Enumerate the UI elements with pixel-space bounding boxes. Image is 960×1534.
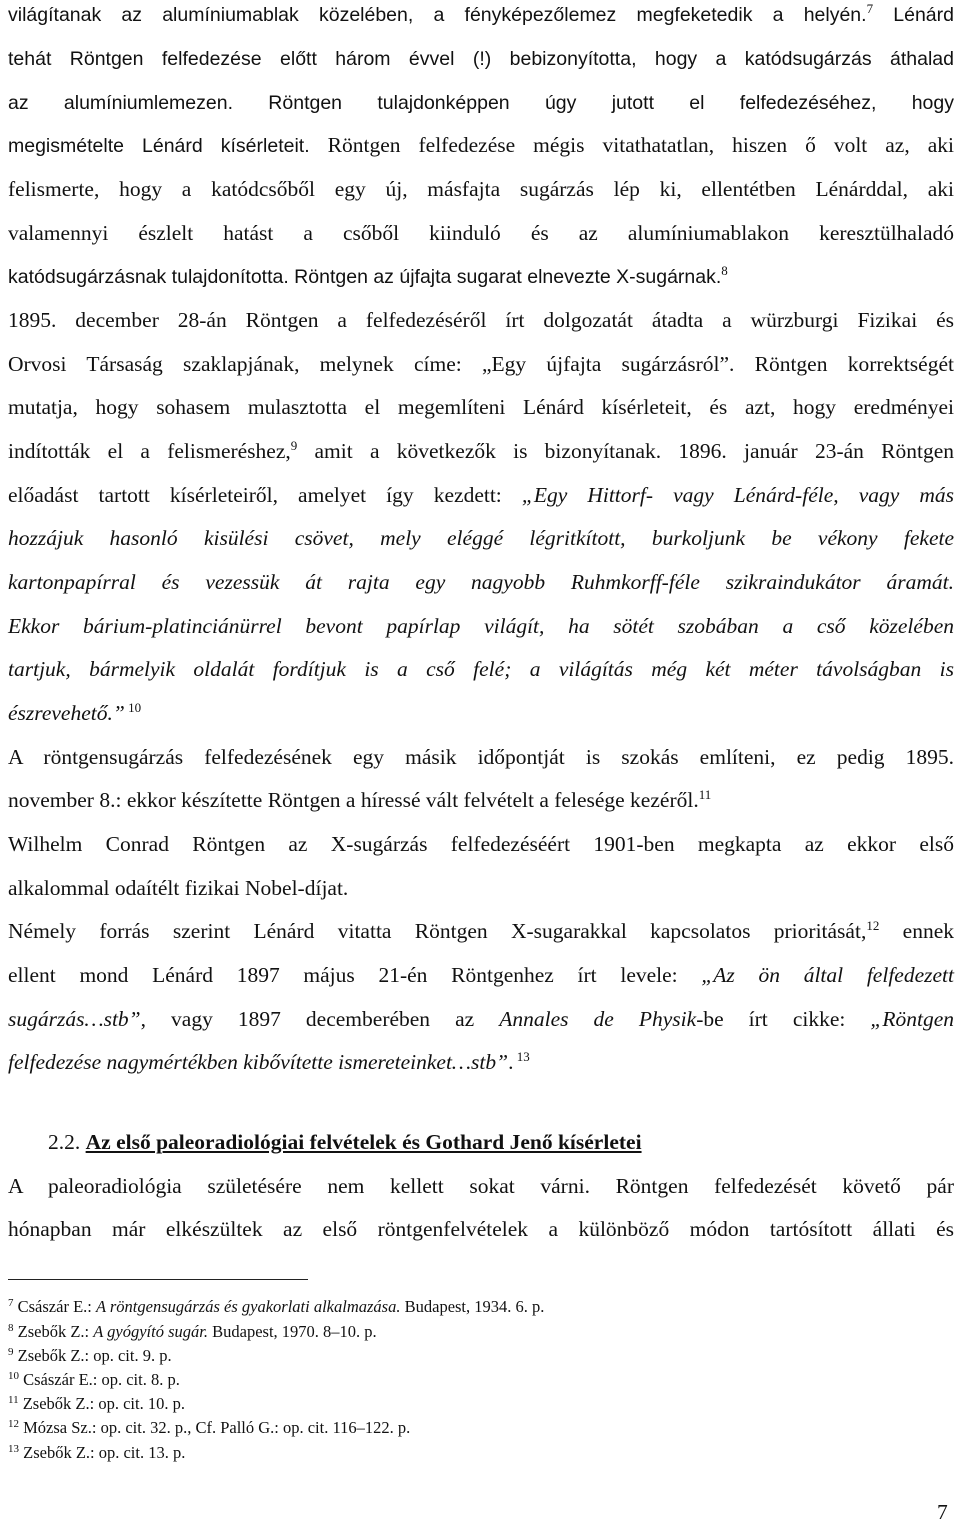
footnote: $^{12}$ Mózsa Sz.: op. cit. 32. p., Cf. Palló G.: op. cit. 116–122. p. [8, 1417, 411, 1437]
text-line: az alumíniumlemezen. Röntgen tulajdonképpen úgy jutott el felfedezéséhez, hogy [8, 92, 954, 114]
section-heading: 2.2. Az első paleoradiológiai felvételek és Gothard Jenő kísérletei [48, 1130, 642, 1154]
text-line: 1895. december 28-án Röntgen a felfedezéséről írt dolgozatát átadta a würzburgi Fizikai és [8, 308, 954, 332]
text-line: tartjuk, bármelyik oldalát fordítjuk is a cső felé; a világítás még két méter távolságban is [8, 657, 954, 681]
footnote: $^9$ Zsebők Z.: op. cit. 9. p. [8, 1345, 172, 1365]
text-line: hónapban már elkészültek az első röntgenfelvételek a különböző módon tartósított állati és [8, 1217, 954, 1241]
text-line: felismerte, hogy a katódcsőből egy új, másfajta sugárzás lép ki, ellentétben Lénárddal, aki [8, 177, 954, 201]
text-line: november 8.: ekkor készítette Röntgen a híressé vált felvételt a felesége kezéről.$^{11}$ [8, 787, 712, 812]
footnote-divider [8, 1279, 308, 1280]
text-line: valamennyi észlelt hatást a csőből kiinduló és az alumíniumablakon keresztülhaladó [8, 221, 954, 245]
text-line: felfedezése nagymértékben kibővítette ismereteinket…stb”. $^{13}$ [8, 1049, 530, 1074]
text-line: Orvosi Társaság szaklapjának, melynek címe: „Egy újfajta sugárzásról”. Röntgen korrektségét [8, 352, 954, 376]
text-line: kartonpapírral és vezessük át rajta egy nagyobb Ruhmkorff-féle szikraindukátor áramát. [8, 570, 954, 594]
footnote: $^{10}$ Császár E.: op. cit. 8. p. [8, 1369, 180, 1389]
text-line: katódsugárzásnak tulajdonította. Röntgen az újfajta sugarat elnevezte X-sugárnak.$^8$ [8, 263, 728, 288]
text-line: világítanak az alumíniumablak közelében, a fényképezőlemez megfeketedik a helyén.$^7$ Lénárd [8, 1, 954, 26]
footnote: $^7$ Császár E.: A röntgensugárzás és gyakorlati alkalmazása. Budapest, 1934. 6. p. [8, 1296, 545, 1316]
text-line: tehát Röntgen felfedezése előtt három évvel (!) bebizonyította, hogy a katódsugárzás áthalad [8, 48, 954, 70]
text-line: észrevehető.” $^{10}$ [8, 700, 142, 725]
text-line: mutatja, hogy sohasem mulasztotta el megemlíteni Lénárd kísérleteit, és azt, hogy eredményei [8, 395, 954, 419]
footnote: $^{13}$ Zsebők Z.: op. cit. 13. p. [8, 1442, 186, 1462]
text-line: sugárzás…stb”, vagy 1897 decemberében az Annales de Physik-be írt cikke: „Röntgen [8, 1007, 955, 1031]
footnote: $^8$ Zsebők Z.: A gyógyító sugár. Budapest, 1970. 8–10. p. [8, 1321, 377, 1341]
text-line: Wilhelm Conrad Röntgen az X-sugárzás felfedezéséért 1901-ben megkapta az ekkor első [8, 832, 954, 856]
text-line: Némely forrás szerint Lénárd vitatta Röntgen X-sugarakkal kapcsolatos prioritását,$^{12}$ ennek [8, 918, 954, 943]
footnote: $^{11}$ Zsebők Z.: op. cit. 10. p. [8, 1393, 185, 1413]
text-line: indították el a felismeréshez,$^9$ amit a következők is bizonyítanak. 1896. január 23-án Röntgen [8, 438, 954, 463]
text-line: Ekkor bárium-platinciánürrel bevont papírlap világít, ha sötét szobában a cső közelében [8, 614, 954, 638]
page-number: 7 [937, 1500, 948, 1524]
text-line: előadást tartott kísérleteiről, amelyet így kezdett: „Egy Hittorf- vagy Lénárd-féle, vagy más [8, 483, 955, 507]
text-line: A paleoradiológia születésére nem kellett sokat várni. Röntgen felfedezését követő pár [8, 1174, 954, 1198]
text-line: megismételte Lénárd kísérleteit. Röntgen felfedezése mégis vitathatatlan, hiszen ő volt az, aki [8, 133, 954, 157]
text-line: ellent mond Lénárd 1897 május 21-én Röntgenhez írt levele: „Az ön által felfedezett [8, 963, 954, 987]
text-line: alkalommal odaítélt fizikai Nobel-díjat. [8, 876, 349, 900]
text-line: hozzájuk hasonló kisülési csövet, mely eléggé légritkított, burkoljunk be vékony fekete [8, 526, 954, 550]
text-line: A röntgensugárzás felfedezésének egy másik időpontját is szokás említeni, ez pedig 1895. [8, 745, 954, 769]
